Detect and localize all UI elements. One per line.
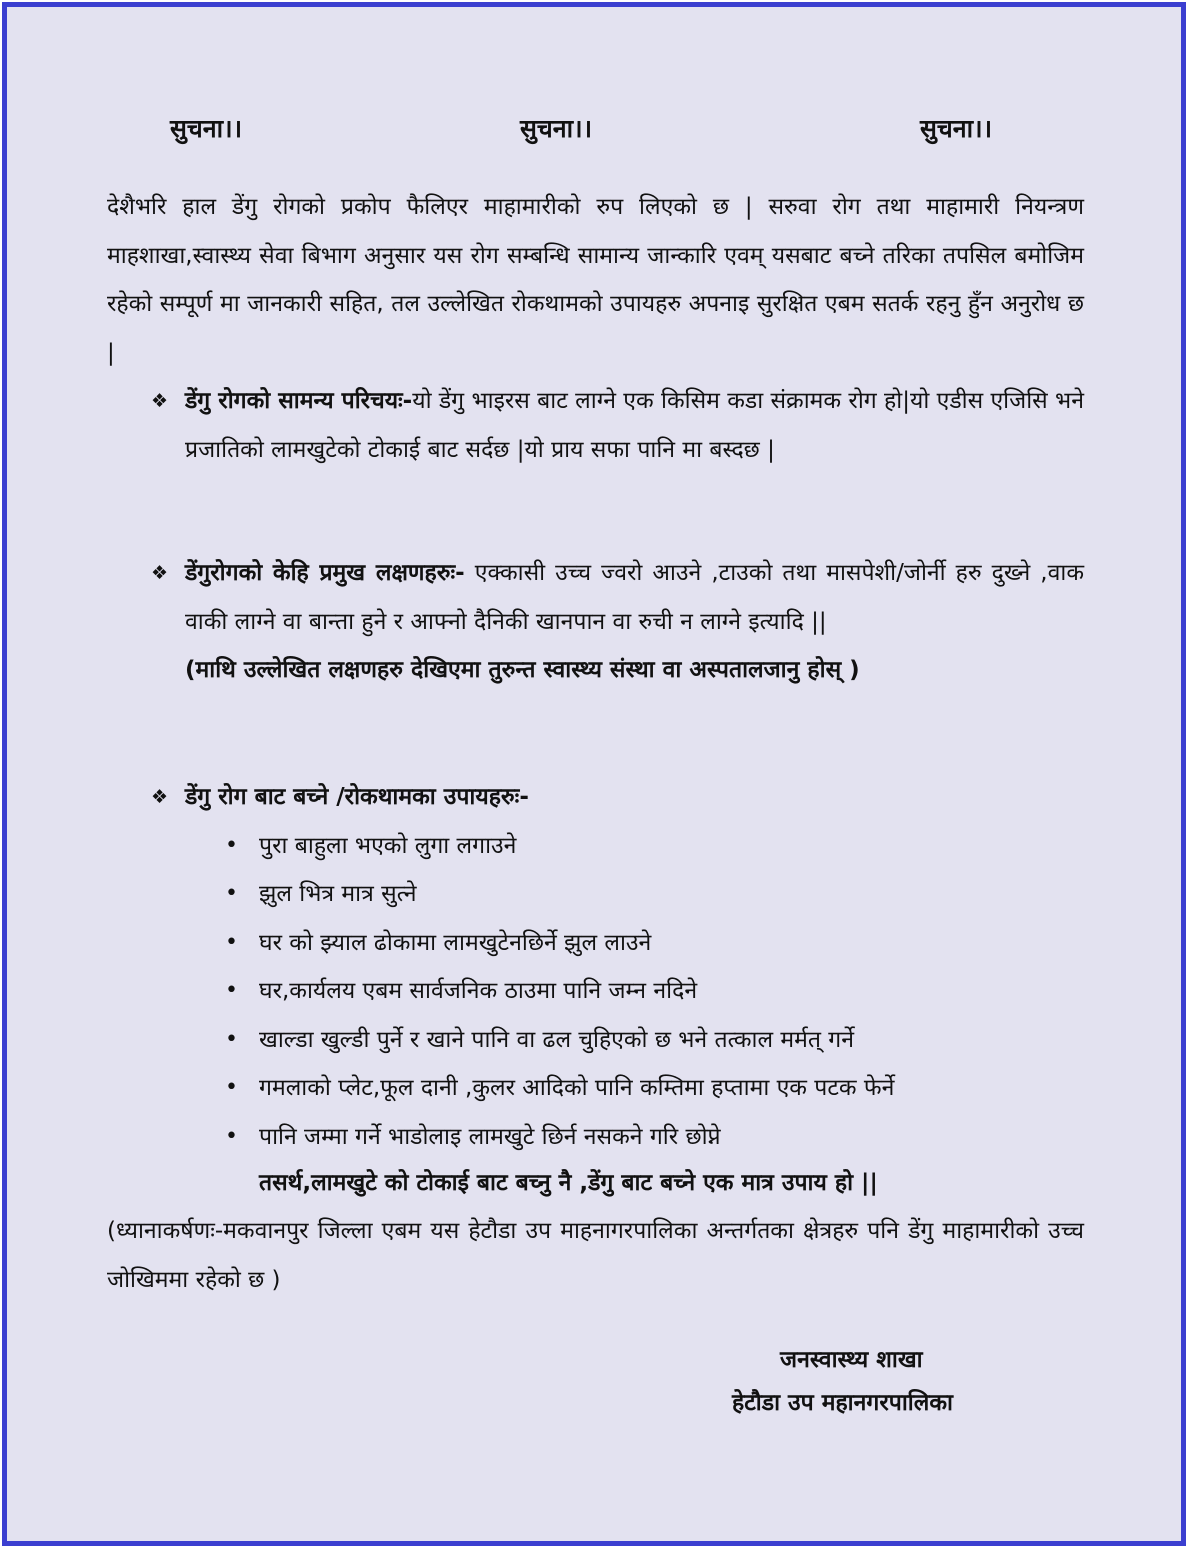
list-item [107,1064,1084,1113]
list-item [107,967,1084,1016]
conclusion-statement: तसर्थ,लामखुटे को टोकाई बाट बच्नु नै ,डेंगु बाट बच्ने एक मात्र उपाय हो || [259,1170,878,1196]
list-item-text: घर,कार्यलय एबम सार्वजनिक ठाउमा पानि जम्न नदिने [259,978,698,1004]
bullet-dot-icon: • [225,1026,238,1052]
list-item [107,870,1084,919]
attention-note: (ध्यानाकर्षणः-मकवानपुर जिल्ला एबम यस हेटौडा उप माहनागरपालिका अन्तर्गतका क्षेत्रहरु पनि डेंगु माहामारीको उच्च जोखिममा रहेको छ ) [107,1218,1084,1293]
section-body: यो डेंगु भाइरस बाट लाग्ने एक किसिम कडा संक्रामक रोग हो|यो एडीस एजिसि भने प्रजातिको लामखुटेको टोकाई बाट सर्दछ |यो प्राय सफा पानि मा बस्दछ | [185,388,1084,463]
section-heading: डेंगु रोगको सामन्य परिचयः- [185,388,413,414]
bullet-dot-icon: • [225,978,238,1003]
diamond-bullet-icon: ❖ [151,786,169,808]
list-item [107,822,1084,871]
list-item-text: खाल्डा खुल्डी पुर्ने र खाने पानि वा ढल चुहिएको छ भने तत्काल मर्मत् गर्ने [259,1026,854,1053]
signature-department: जनस्वास्थ्य शाखा [780,1347,923,1373]
bullet-dot-icon: • [225,929,238,955]
section-prevention [107,773,1084,1161]
notice-title-center: सुचना।। [520,114,593,143]
section-dengue-intro-text [185,377,1084,474]
list-item-text: झुल भित्र मात्र सुत्ने [259,881,417,907]
list-item [107,1016,1084,1065]
list-item-text: घर को झ्याल ढोकामा लामखुटेनछिर्ने झुल लाउने [259,929,652,956]
list-item [107,1113,1084,1162]
bullet-dot-icon: • [225,832,238,858]
intro-paragraph: देशैभरि हाल डेंगु रोगको प्रकोप फैलिएर माहामारीको रुप लिएको छ | सरुवा रोग तथा माहामारी नियन्त्रण माहशाखा,स्वास्थ्य सेवा बिभाग अनुसार यस रोग सम्बन्धि सामान्य जान्कारि एवम् यसबाट बच्ने तरिका तपसिल बमोजिम रहेको सम्पूर्ण मा जानकारी सहित, तल उल्लेखित रोकथामको उपायहरु अपनाइ सुरक्षित एबम सतर्क रहनु हुँन अनुरोध छ | [107,194,1084,366]
section-prevention-heading-line [185,773,1084,822]
notice-header [7,111,1181,151]
section-dengue-intro [107,377,1084,474]
section-symptoms-text [185,549,1084,646]
notice-title-left: सुचना।। [170,114,243,143]
bullet-dot-icon: • [225,881,238,906]
symptoms-warning: (माथि उल्लेखित लक्षणहरु देखिएमा तुरुन्त स्वास्थ्य संस्था वा अस्पतालजानु होस् ) [185,657,860,683]
section-heading: डेंगु रोग बाट बच्ने /रोकथामका उपायहरुः- [185,784,529,810]
section-heading: डेंगुरोगको केहि प्रमुख लक्षणहरुः- [185,560,465,586]
bullet-dot-icon: • [225,1123,238,1149]
list-item-text: गमलाको प्लेट,फूल दानी ,कुलर आदिको पानि कम्तिमा हप्तामा एक पटक फेर्ने [259,1075,895,1101]
list-item [107,919,1084,968]
section-body: एक्कासी उच्च ज्वरो आउने ,टाउको तथा मासपेशी/जोर्नी हरु दुख्ने ,वाक वाकी लाग्ने वा बान्ता हुने र आफ्नो दैनिकी खानपान वा रुची न लाग्ने इत्यादि || [185,560,1084,635]
list-item-text: पुरा बाहुला भएको लुगा लगाउने [259,832,517,859]
list-item-text: पानि जम्मा गर्ने भाडोलाइ लामखुटे छिर्न नसकने गरि छोप्ने [259,1123,721,1150]
bullet-dot-icon: • [225,1075,238,1100]
section-symptoms [107,549,1084,694]
signature-office: हेटौडा उप महानगरपालिका [732,1390,953,1416]
notice-page [2,2,1186,1546]
diamond-bullet-icon: ❖ [151,562,169,584]
diamond-bullet-icon: ❖ [151,390,169,412]
prevention-list [107,822,1084,1162]
notice-title-right: सुचना।। [920,114,993,143]
